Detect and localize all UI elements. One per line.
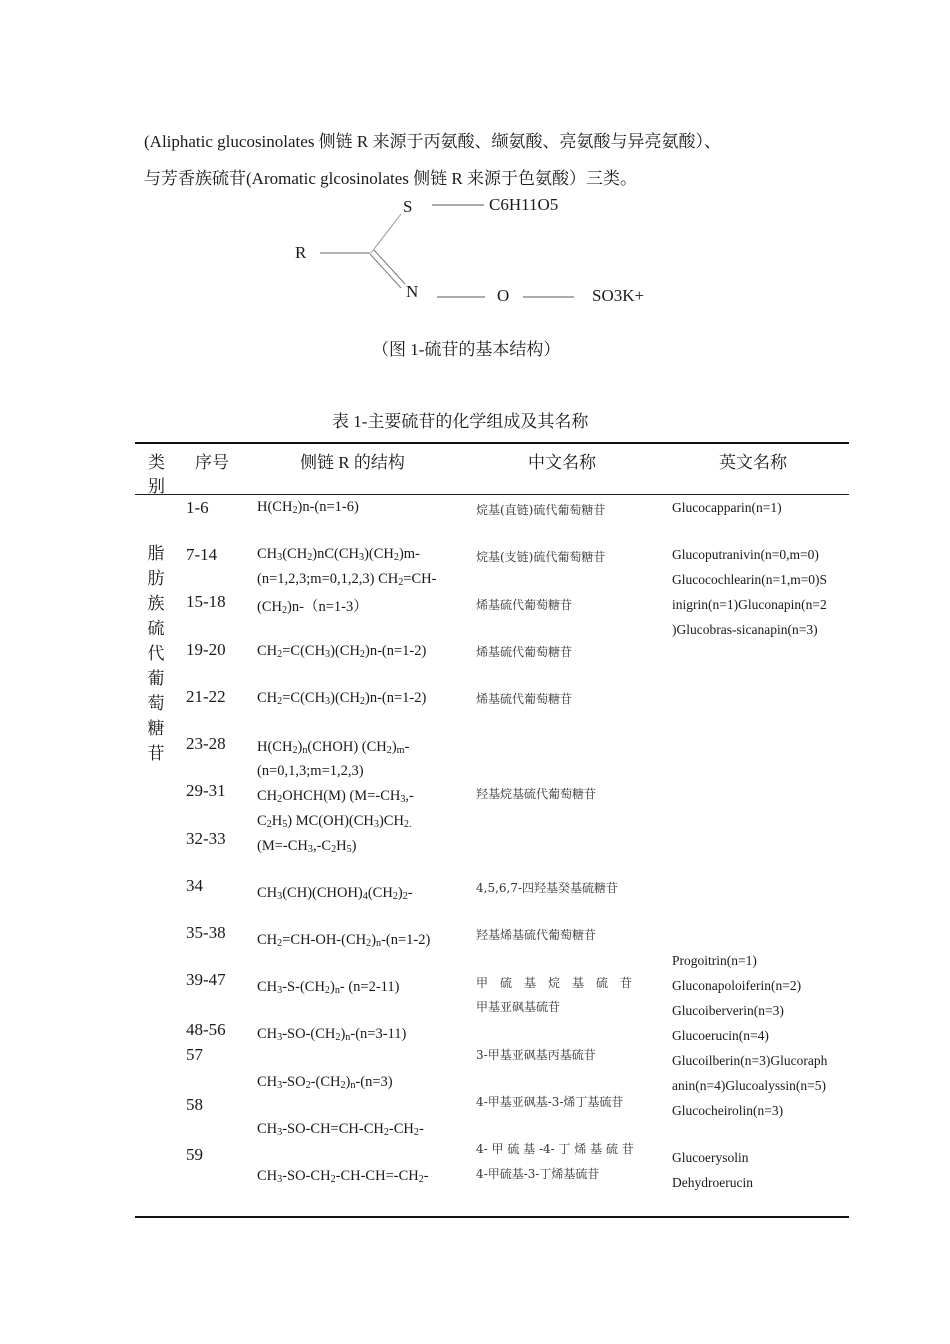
structure-formula: $CH_3(CH_2)nC(CH_3)(CH_2)m-$ — [257, 546, 420, 563]
table-bottom-rule — [135, 1216, 849, 1218]
header-english-name: 英文名称 — [719, 453, 787, 472]
structure-formula: $CH_3-S-(CH_2)_n-$ (n=2-11) — [257, 979, 400, 996]
row-number: 59 — [186, 1145, 203, 1164]
structure-formula: $H(CH_2)_n(CHOH)$ $(CH_2)_m-$ — [257, 739, 410, 756]
structure-formula: $CH_3-SO-(CH_2)_n-(n=3-11)$ — [257, 1026, 407, 1043]
structure-formula: $(CH_2)n-(n=1-3)$ — [257, 599, 368, 616]
header-category-2: 别 — [148, 477, 165, 496]
row-number: 58 — [186, 1095, 203, 1114]
structure-formula: (n=0,1,3;m=1,2,3) — [257, 763, 364, 779]
english-name: Glucoilberin(n=3)Glucoraph — [672, 1053, 828, 1068]
chinese-name: 4-甲硫基-3-丁烯基硫苷 — [476, 1167, 600, 1181]
chinese-name: 烯基硫代葡萄糖苷 — [476, 645, 573, 659]
atom-n: N — [406, 282, 419, 301]
row-number: 21-22 — [186, 687, 226, 706]
english-name: Dehydroerucin — [672, 1175, 753, 1190]
row-number: 34 — [186, 876, 203, 895]
english-name: Glucoputranivin(n=0,m=0) — [672, 547, 819, 562]
english-name: anin(n=4)Glucoalyssin(n=5) — [672, 1078, 826, 1093]
chinese-name: 羟基烷基硫代葡萄糖苷 — [476, 787, 597, 801]
chinese-name: 烷基(直链)硫代葡萄糖苷 — [476, 503, 606, 517]
table-top-rule — [135, 442, 849, 444]
figure-caption: （图 1-硫苷的基本结构） — [372, 340, 561, 359]
table-header-rule — [135, 494, 849, 495]
english-name: )Glucobras-sicanapin(n=3) — [672, 622, 818, 637]
chinese-name: 4,5,6,7-四羟基癸基硫糖苷 — [476, 881, 619, 895]
chinese-name: 4- 甲 硫 基 -4- 丁 烯 基 硫 苷 — [476, 1142, 634, 1156]
header-chinese-name: 中文名称 — [528, 453, 596, 472]
structure-formula: $CH_2=C(CH_3)(CH_2)n-(n=1-2)$ — [257, 690, 427, 707]
english-name: Glucocheirolin(n=3) — [672, 1103, 784, 1118]
english-name: Glucoerucin(n=4) — [672, 1028, 769, 1043]
group-r: R — [295, 243, 307, 262]
structure-formula: $CH_3-SO-CH=CH-CH_2-CH_2-$ — [257, 1121, 424, 1138]
row-number: 29-31 — [186, 781, 226, 800]
row-number: 23-28 — [186, 734, 226, 753]
structure-formula: $CH_3-SO-CH_2-CH-CH=-CH_2-$ — [257, 1168, 429, 1185]
english-name: Glucoerysolin — [672, 1150, 749, 1165]
row-number: 39-47 — [186, 970, 226, 989]
table-title: 表 1-主要硫苷的化学组成及其名称 — [332, 412, 589, 431]
english-name: Progoitrin(n=1) — [672, 953, 757, 968]
group-so3k: SO3K+ — [592, 286, 645, 305]
structure-bonds — [0, 0, 950, 340]
atom-s: S — [403, 197, 413, 216]
row-number: 35-38 — [186, 923, 226, 942]
chinese-name: 羟基烯基硫代葡萄糖苷 — [476, 928, 597, 942]
group-c6h11o5: C6H11O5 — [489, 195, 559, 214]
structure-formula: $CH_2=C(CH_3)(CH_2)n-(n=1-2)$ — [257, 643, 427, 660]
english-name: Gluconapoloiferin(n=2) — [672, 978, 802, 993]
chinese-name: 烷基(支链)硫代葡萄糖苷 — [476, 550, 606, 564]
row-number: 57 — [186, 1045, 203, 1064]
row-number: 1-6 — [186, 498, 209, 517]
structure-formula: $C_2H_5$) $MC(OH)(CH_3)CH_{2.}$ — [257, 813, 412, 830]
english-name: Glucocapparin(n=1) — [672, 500, 782, 515]
chinese-name: 4-甲基亚砜基-3-烯丁基硫苷 — [476, 1095, 624, 1109]
row-number: 15-18 — [186, 592, 226, 611]
chinese-name: 烯基硫代葡萄糖苷 — [476, 692, 573, 706]
structure-formula: $(M=-CH_3,-C_2H_5)$ — [257, 838, 357, 855]
intro-line-2: 与芳香族硫苷(Aromatic glcosinolates 侧链 R 来源于色氨酸）三类。 — [144, 169, 637, 188]
header-structure: 侧链 R 的结构 — [300, 453, 405, 472]
category-aliphatic: 脂 肪 族 硫 代 葡 萄 糖 苷 — [147, 544, 165, 763]
chinese-name: 甲 硫 基 烷 基 硫 苷 — [476, 976, 633, 990]
structure-formula: $CH_2OHCH(M)$ ($M=-CH_3,-$ — [257, 788, 414, 805]
atom-o: O — [497, 286, 510, 305]
chinese-name: 3-甲基亚砜基丙基硫苷 — [476, 1048, 596, 1062]
english-name: Glucoiberverin(n=3) — [672, 1003, 784, 1018]
row-number: 48-56 — [186, 1020, 226, 1039]
structure-formula: (n=1,2,3;m=0,1,2,3) $CH_2=CH-$ — [257, 571, 437, 588]
intro-line-1: (Aliphatic glucosinolates 侧链 R 来源于丙氨酸、缬氨酸、亮氨酸与异亮氨酸）、 — [144, 132, 722, 151]
structure-formula: $CH_3-SO_2-(CH_2)_n-(n=3)$ — [257, 1074, 393, 1091]
structure-formula: $H(CH_2)n-(n=1-6)$ — [257, 499, 359, 516]
row-number: 32-33 — [186, 829, 226, 848]
english-name: inigrin(n=1)Gluconapin(n=2 — [672, 597, 827, 612]
row-number: 19-20 — [186, 640, 226, 659]
row-number: 7-14 — [186, 545, 218, 564]
structure-formula: $CH_2=CH-OH-(CH_2)_n-(n=1-2)$ — [257, 932, 431, 949]
chinese-name: 烯基硫代葡萄糖苷 — [476, 598, 573, 612]
header-number: 序号 — [195, 453, 229, 472]
header-category-1: 类 — [148, 453, 165, 472]
chinese-name: 甲基亚砜基硫苷 — [476, 1000, 561, 1014]
structure-formula: $CH_3(CH)(CHOH)_4(CH_2)_2-$ — [257, 885, 413, 902]
english-name: Glucocochlearin(n=1,m=0)S — [672, 572, 828, 587]
